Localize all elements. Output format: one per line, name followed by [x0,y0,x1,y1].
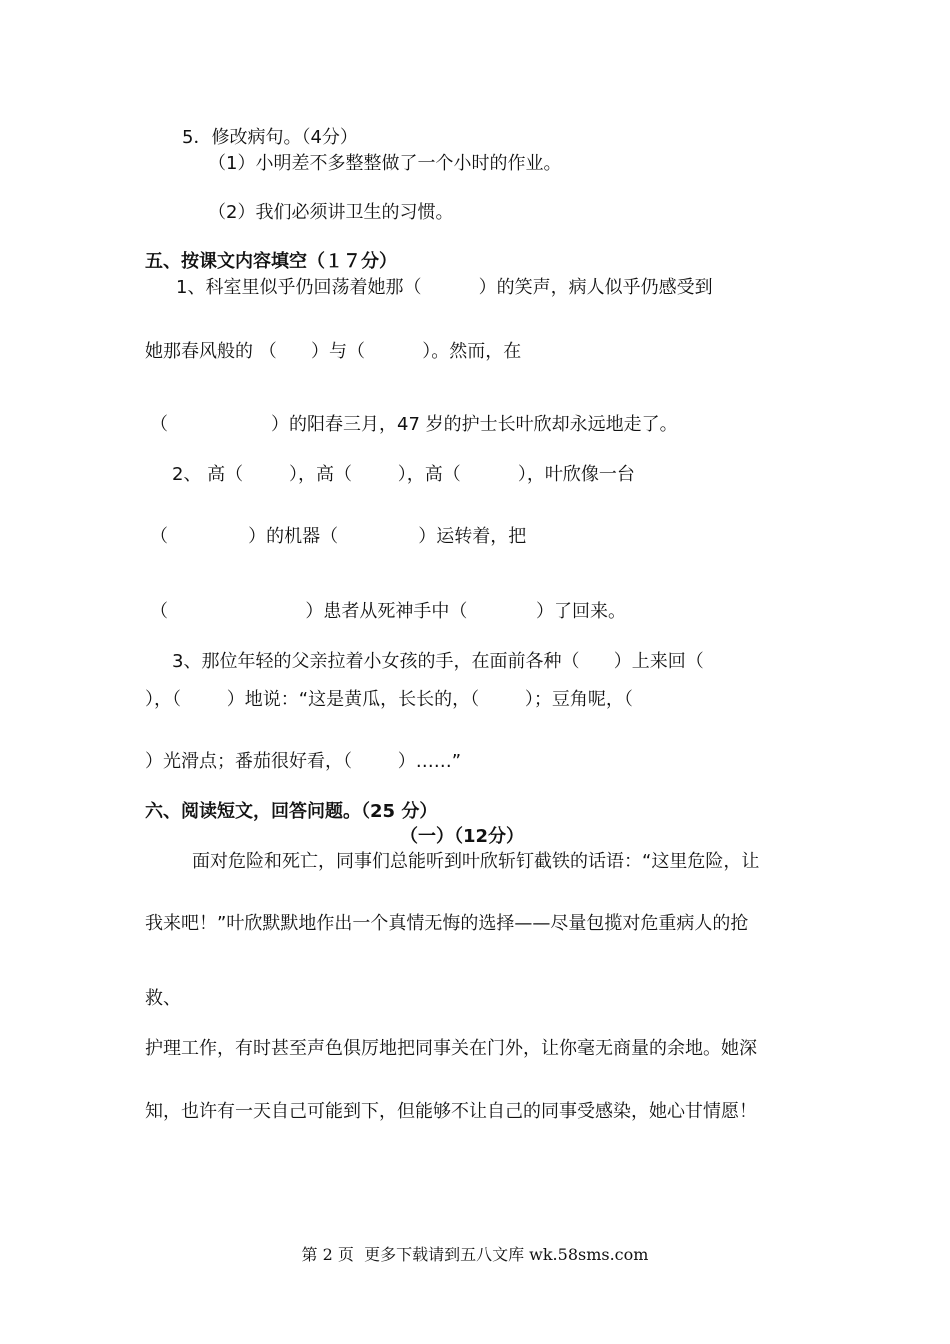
passage-line-4: 护理工作，有时甚至声色俱厉地把同事关在门外，让你毫无商量的余地。她深 [145,1038,757,1059]
section-5-line-5: （ ）的机器（ ）运转着，把 [150,526,527,547]
question-5-sentence-1: （1）小明差不多整整做了一个小时的作业。 [208,153,562,174]
passage-line-5: 知，也许有一天自己可能到下，但能够不让自己的同事受感染，她心甘情愿！ [145,1101,757,1122]
section-5-line-9: ）光滑点；番茄很好看，（ ）……” [145,751,462,772]
section-5-title: 五、按课文内容填空（１７分） [145,251,397,272]
section-6-subtitle: （一）（12分） [400,826,525,847]
section-5-line-6: （ ）患者从死神手中（ ）了回来。 [150,601,626,622]
section-5-line-3: （ ）的阳春三月，47 岁的护士长叶欣却永远地走了。 [150,414,678,435]
page-footer: 第 2 页 更多下载请到五八文库 wk.58sms.com [301,1245,649,1264]
section-5-line-8: ），（ ）地说：“这是黄瓜，长长的，（ ）；豆角呢，（ [145,689,633,710]
passage-line-2: 我来吧！”叶欣默默地作出一个真情无悔的选择——尽量包揽对危重病人的抢 [145,913,749,934]
section-5-line-1: 1、科室里似乎仍回荡着她那（ ）的笑声，病人似乎仍感受到 [176,277,713,298]
section-5-line-2: 她那春风般的 （ ）与（ ）。然而，在 [145,341,522,362]
section-5-line-7: 3、那位年轻的父亲拉着小女孩的手，在面前各种（ ）上来回（ [172,651,704,672]
section-5-line-4: 2、 高（ ），高（ ），高（ ），叶欣像一台 [172,464,635,485]
question-5-sentence-2: （2）我们必须讲卫生的习惯。 [208,202,454,223]
section-6-title: 六、阅读短文，回答问题。（25 分） [145,801,438,822]
passage-line-3: 救、 [145,988,181,1009]
question-5-title: 5．修改病句。（4分） [182,127,358,148]
passage-line-1: 面对危险和死亡，同事们总能听到叶欣斩钉截铁的话语：“这里危险，让 [192,851,760,872]
